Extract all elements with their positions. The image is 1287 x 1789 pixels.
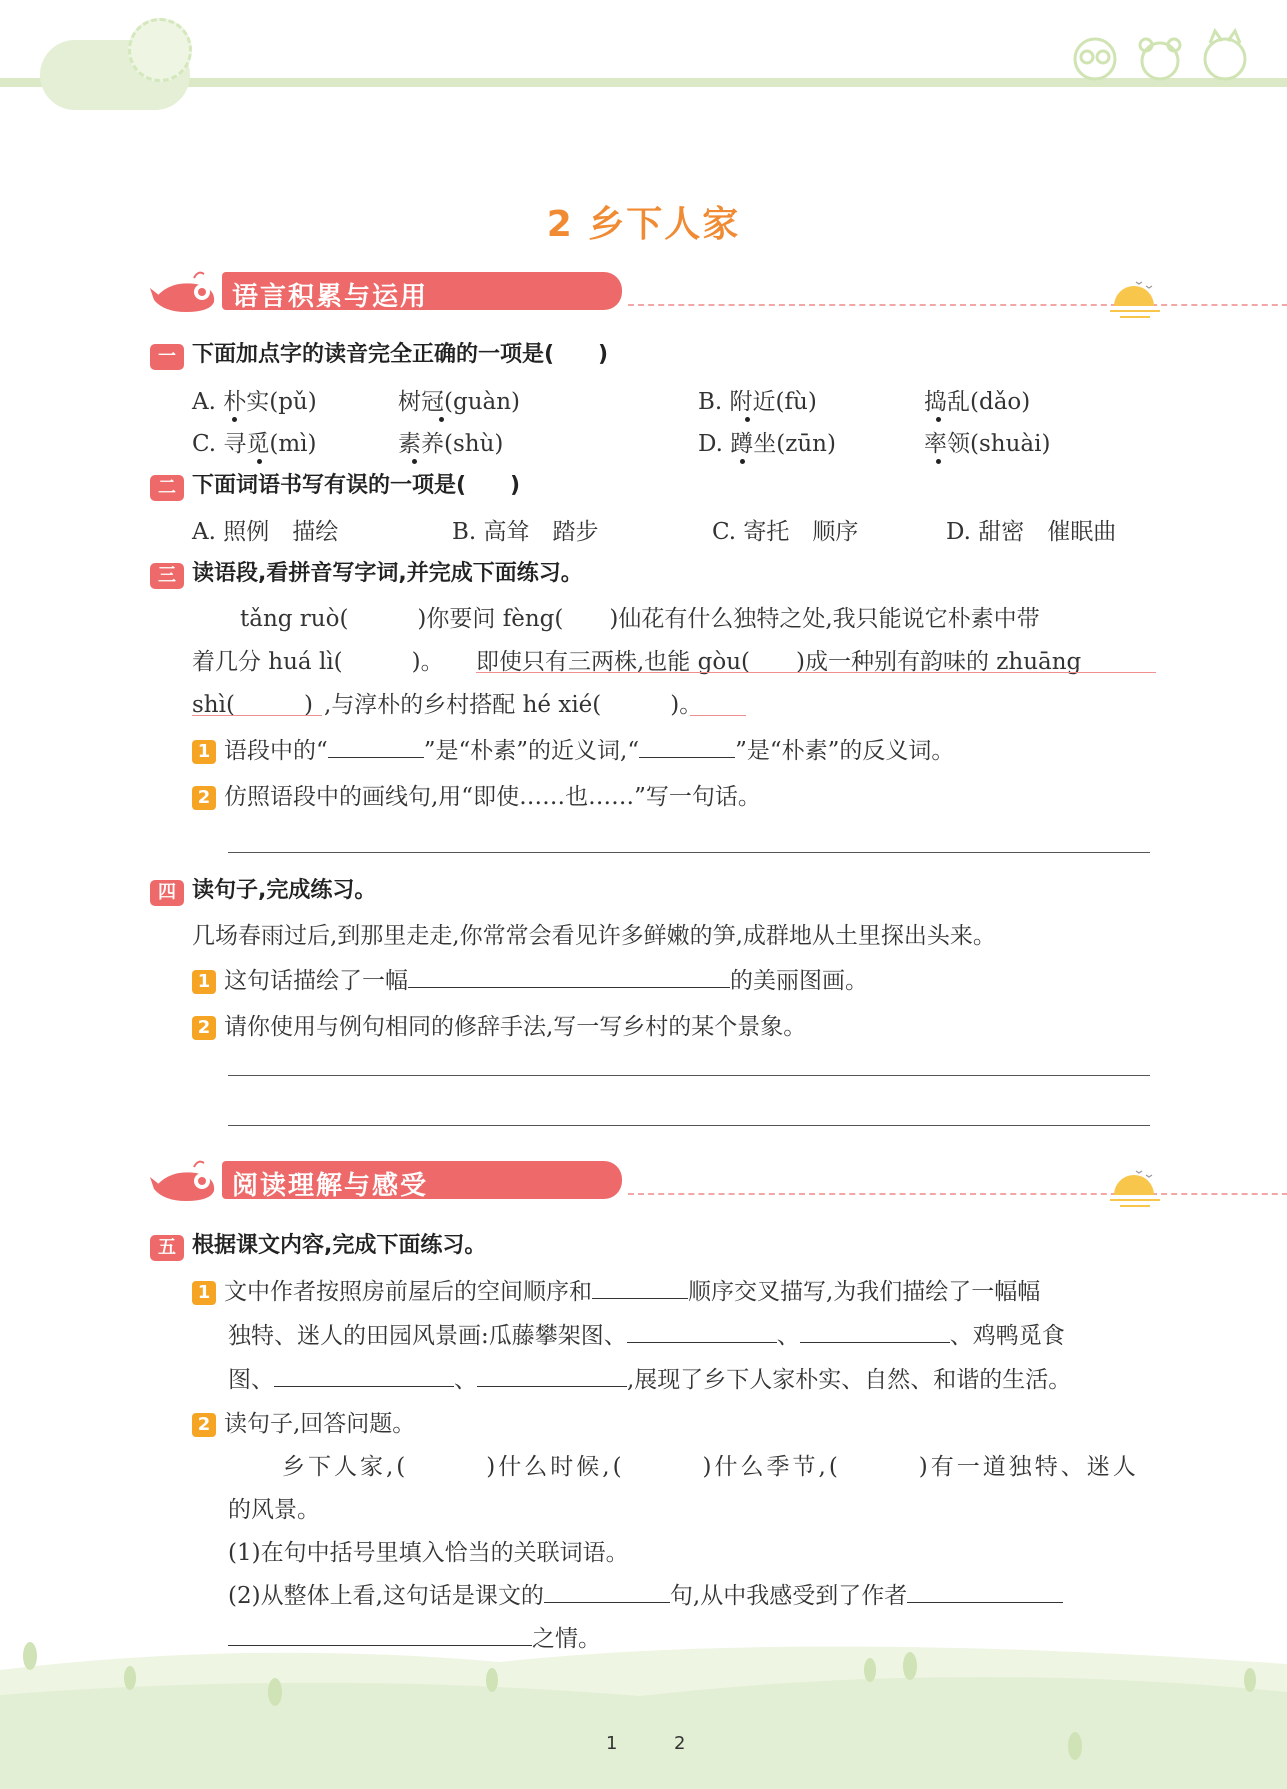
answer-blank[interactable] xyxy=(274,1366,454,1387)
subquestion-4-2 xyxy=(192,1008,806,1041)
subquestion-text: 读句子,回答问题。 xyxy=(224,1411,416,1437)
emphasis-dot xyxy=(936,459,941,464)
option-a1: A. 朴实(pǔ) xyxy=(192,389,317,415)
subquestion-text: 、鸡鸭觅食 xyxy=(949,1323,1065,1349)
page-title: 2 乡下人家 xyxy=(546,204,741,245)
option-b1: B. 附近(fù) xyxy=(698,389,817,415)
quoted-sentence-line1: 乡下人家,( )什么时候,( )什么季节,( )有一道独特、迷人 xyxy=(282,1454,1139,1480)
emphasis-dot xyxy=(412,459,417,464)
question-number: 三 xyxy=(150,563,184,589)
option-b2: 捣乱(dǎo) xyxy=(924,389,1031,415)
option-d2: 率领(shuài) xyxy=(924,431,1051,457)
subquestion-text: 这句话描绘了一幅 xyxy=(224,968,408,994)
subquestion-text: 语段中的“ xyxy=(224,738,328,764)
passage-line-2a: 着几分 huá lì( )。 xyxy=(192,649,444,675)
section-title: 语言积累与运用 xyxy=(232,282,429,312)
passage-underline xyxy=(476,672,1156,673)
example-sentence: 几场春雨过后,到那里走走,你常常会看见许多鲜嫩的笋,成群地从土里探出头来。 xyxy=(192,923,996,949)
subquestion-4-1 xyxy=(192,962,868,995)
subquestion-5-1-line2 xyxy=(228,1317,1065,1350)
question-number: 五 xyxy=(150,1235,184,1261)
option-d: D. 甜密 催眠曲 xyxy=(946,519,1117,545)
subquestion-number: 2 xyxy=(192,786,216,810)
answer-blank[interactable] xyxy=(592,1278,688,1299)
hills-decoration xyxy=(0,1600,1287,1789)
answer-blank[interactable] xyxy=(477,1366,627,1387)
option-b: B. 高耸 踏步 xyxy=(452,519,599,545)
emphasis-dot xyxy=(745,417,750,422)
page-number-right: 2 xyxy=(674,1733,686,1754)
subquestion-number: 1 xyxy=(192,970,216,994)
subquestion-text: 独特、迷人的田园风景画:瓜藤攀架图、 xyxy=(228,1323,627,1349)
subquestion-text: ,展现了乡下人家朴实、自然、和谐的生活。 xyxy=(627,1367,1072,1393)
subquestion-5-1-line3 xyxy=(228,1361,1071,1394)
passage-line-2b-underlined: 即使只有三两株,也能 gòu( )成一种别有韵味的 zhuāng xyxy=(476,649,1082,675)
passage-underline xyxy=(690,715,746,716)
question-text: 下面加点字的读音完全正确的一项是( ) xyxy=(192,342,609,367)
answer-line[interactable] xyxy=(228,1075,1150,1076)
section-title: 阅读理解与感受 xyxy=(232,1171,429,1201)
subquestion-5-2 xyxy=(192,1405,415,1438)
section-banner-reading xyxy=(150,1159,1150,1203)
answer-blank[interactable] xyxy=(328,737,424,758)
subquestion-number: 1 xyxy=(192,1281,216,1305)
passage-line-3a-underlined: shì( ) xyxy=(192,692,313,718)
question-5-heading xyxy=(150,1228,486,1261)
emphasis-dot xyxy=(439,417,444,422)
subquestion-text: ”是“朴素”的近义词,“ xyxy=(423,738,640,764)
page-number-left: 1 xyxy=(606,1733,618,1754)
subquestion-text: ”是“朴素”的反义词。 xyxy=(735,738,955,764)
answer-blank[interactable] xyxy=(800,1322,950,1343)
part-1: (1)在句中括号里填入恰当的关联词语。 xyxy=(228,1540,629,1566)
option-c2: 素养(shù) xyxy=(398,431,504,457)
subquestion-5-1-line1 xyxy=(192,1273,1040,1306)
answer-line[interactable] xyxy=(228,1125,1150,1126)
question-number: 二 xyxy=(150,475,184,501)
subquestion-text: 顺序交叉描写,为我们描绘了一幅幅 xyxy=(688,1279,1041,1305)
subquestion-number: 1 xyxy=(192,740,216,764)
animal-faces-icon xyxy=(1060,25,1260,83)
question-3-heading xyxy=(150,556,583,589)
subquestion-text: 仿照语段中的画线句,用“即使……也……”写一句话。 xyxy=(224,784,761,810)
subquestion-text: 的美丽图画。 xyxy=(730,968,868,994)
subquestion-number: 2 xyxy=(192,1413,216,1437)
question-text: 下面词语书写有误的一项是( ) xyxy=(192,473,521,498)
subquestion-text: 句,从中我感受到了作者 xyxy=(669,1583,908,1609)
emphasis-dot xyxy=(257,459,262,464)
question-2-heading xyxy=(150,468,520,501)
question-number: 四 xyxy=(150,880,184,906)
subquestion-number: 2 xyxy=(192,1016,216,1040)
subquestion-text: 图、 xyxy=(228,1367,274,1393)
question-text: 读句子,完成练习。 xyxy=(192,878,377,903)
whale-icon xyxy=(150,270,220,314)
question-1-heading xyxy=(150,337,608,370)
subquestion-text: 文中作者按照房前屋后的空间顺序和 xyxy=(224,1279,592,1305)
option-a2: 树冠(guàn) xyxy=(398,389,521,415)
section-banner-language xyxy=(150,270,1150,314)
question-text: 读语段,看拼音写字词,并完成下面练习。 xyxy=(192,561,583,586)
subquestion-text: 请你使用与例句相同的修辞手法,写一写乡村的某个景象。 xyxy=(224,1014,807,1040)
answer-line[interactable] xyxy=(228,852,1150,853)
option-d1: D. 蹲坐(zūn) xyxy=(698,431,836,457)
option-a: A. 照例 描绘 xyxy=(192,519,339,545)
passage-underline xyxy=(192,715,322,716)
emphasis-dot xyxy=(936,417,941,422)
option-c1: C. 寻觅(mì) xyxy=(192,431,317,457)
answer-blank[interactable] xyxy=(639,737,735,758)
emphasis-dot xyxy=(232,417,237,422)
question-text: 根据课文内容,完成下面练习。 xyxy=(192,1233,487,1258)
passage-line-3b: ,与淳朴的乡村搭配 hé xié( )。 xyxy=(324,692,703,718)
passage-line-1: tǎng ruò( )你要问 fèng( )仙花有什么独特之处,我只能说它朴素中带 xyxy=(240,606,1040,632)
subquestion-text: (2)从整体上看,这句话是课文的 xyxy=(228,1583,544,1609)
subquestion-text: 之情。 xyxy=(532,1626,601,1652)
subquestion-3-1 xyxy=(192,732,954,765)
subquestion-3-2 xyxy=(192,778,761,811)
answer-blank[interactable] xyxy=(408,967,730,988)
sun-icon xyxy=(128,18,192,82)
subquestion-text: 、 xyxy=(454,1367,477,1393)
quoted-sentence-line2: 的风景。 xyxy=(228,1497,320,1523)
subquestion-text: 、 xyxy=(776,1323,800,1349)
question-number: 一 xyxy=(150,344,184,370)
whale-icon xyxy=(150,1159,220,1203)
emphasis-dot xyxy=(740,459,745,464)
sunset-icon xyxy=(1106,278,1166,322)
sunset-icon xyxy=(1106,1167,1166,1211)
option-c: C. 寄托 顺序 xyxy=(712,519,859,545)
question-4-heading xyxy=(150,873,376,906)
answer-blank[interactable] xyxy=(627,1322,777,1343)
